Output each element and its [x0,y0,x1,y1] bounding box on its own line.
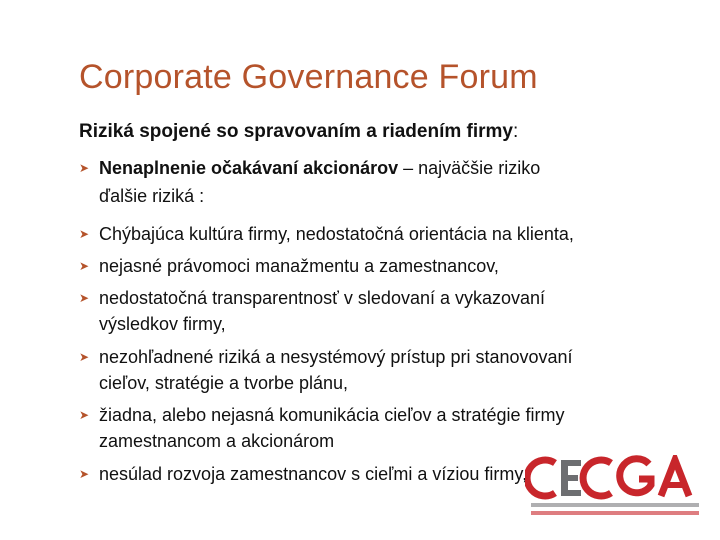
arrow-bullet-icon: ➤ [79,161,90,175]
logo-letter-c2 [583,460,611,496]
cecga-logo [525,455,705,520]
subtitle-colon: : [513,121,519,142]
slide-title: Corporate Governance Forum [79,58,538,96]
list-item-text: – najväčšie riziko [398,158,541,178]
list-item-text: nejasné právomoci manažmentu a zamestnancov, [99,256,499,276]
subtitle-text: Riziká spojené so spravovaním a riadením firmy [79,121,513,142]
logo-tagline-line2 [531,511,699,515]
list-item [79,288,545,309]
list-item-text: žiadna, alebo nejasná komunikácia cieľov a stratégie firmy [99,405,565,425]
list-item-continuation: cieľov, stratégie a tvorbe plánu, [99,373,349,393]
logo-letter-c [527,460,555,496]
logo-letter-a [661,460,689,496]
list-item [79,158,540,179]
logo-tagline-line1 [531,503,699,507]
arrow-bullet-icon: ➤ [79,408,90,422]
logo-letter-g [620,459,651,493]
list-item-text: nezohľadnené riziká a nesystémový prístup pri stanovovaní [99,347,573,367]
slide-subtitle [79,121,518,143]
list-item [79,224,574,245]
cecga-logo-graphic [525,455,705,520]
arrow-bullet-icon: ➤ [79,227,90,241]
arrow-bullet-icon: ➤ [79,467,90,481]
list-item-continuation: výsledkov firmy, [99,314,226,334]
list-item-continuation: zamestnancom a akcionárom [99,431,335,451]
arrow-bullet-icon: ➤ [79,259,90,273]
list-item: ďalšie riziká : [99,186,205,206]
list-item-bold: Nenaplnenie očakávaní akcionárov [99,158,399,178]
arrow-bullet-icon: ➤ [79,291,90,305]
list-item [79,256,499,277]
list-item [79,405,565,426]
logo-letter-a-bar [667,482,683,488]
list-item [79,347,573,368]
arrow-bullet-icon: ➤ [79,350,90,364]
list-item-text: Chýbajúca kultúra firmy, nedostatočná orientácia na klienta, [99,224,574,244]
list-item [79,464,527,485]
list-item-text: nedostatočná transparentnosť v sledovaní a vykazovaní [99,288,546,308]
logo-letter-e [561,460,581,496]
list-item-text: nesúlad rozvoja zamestnancov s cieľmi a víziou firmy, [99,464,528,484]
